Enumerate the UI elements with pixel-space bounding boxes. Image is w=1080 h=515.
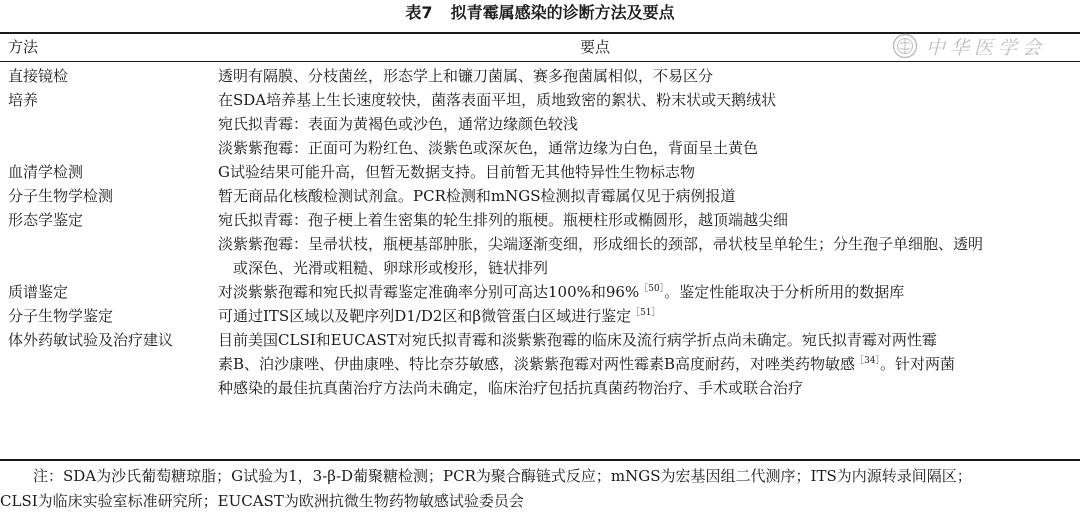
points-text-after: 。针对两菌 bbox=[880, 355, 956, 373]
table-title bbox=[0, 2, 1080, 24]
points-text: 透明有隔膜、分枝菌丝，形态学上和镰刀菌属、赛多孢菌属相似，不易区分 bbox=[218, 67, 714, 85]
method-cell: 形态学鉴定 bbox=[8, 211, 84, 229]
points-cell bbox=[218, 64, 1080, 88]
points-text: 素B、泊沙康唑、伊曲康唑、特比奈芬敏感，淡紫紫孢霉对两性霉素B高度耐药，对唑类药物敏感 bbox=[218, 355, 856, 373]
table-number: 表7 bbox=[405, 3, 433, 22]
method-cell: 直接镜检 bbox=[8, 67, 69, 85]
method-cell: 体外药敏试验及治疗建议 bbox=[8, 331, 174, 349]
points-cell bbox=[218, 304, 1080, 328]
method-cell: 质谱鉴定 bbox=[8, 283, 69, 301]
method-cell: 培养 bbox=[8, 91, 39, 109]
points-cell bbox=[218, 160, 1080, 184]
points-cell bbox=[218, 184, 1080, 208]
citation-ref: ［50］ bbox=[639, 284, 665, 294]
points-line bbox=[218, 208, 1074, 232]
method-cell: 血清学检测 bbox=[8, 163, 84, 181]
seal-icon bbox=[892, 33, 918, 59]
points-cell bbox=[218, 328, 1080, 400]
points-text: 淡紫紫孢霉：呈帚状枝，瓶梗基部肿胀，尖端逐渐变细，形成细长的颈部，帚状枝呈单轮生；分生孢子单细胞、透明 bbox=[218, 235, 984, 253]
points-line bbox=[218, 112, 1074, 136]
note-line-2: CLSI为临床实验室标准研究所；EUCAST为欧洲抗微生物药物敏感试验委员会 bbox=[0, 492, 524, 510]
table-body bbox=[0, 64, 1080, 400]
points-line bbox=[218, 376, 1074, 400]
points-line bbox=[218, 160, 1074, 184]
citation-ref: ［34］ bbox=[855, 356, 881, 366]
table-note bbox=[0, 464, 1076, 514]
points-text: 目前美国CLSI和EUCAST对宛氏拟青霉和淡紫紫孢霉的临床及流行病学折点尚未确定。宛氏拟青霉对两性霉 bbox=[218, 331, 937, 349]
points-text: 可通过ITS区域以及靶序列D1/D2区和β微管蛋白区域进行鉴定 bbox=[218, 307, 632, 325]
citation-ref: ［51］ bbox=[631, 308, 661, 318]
points-text: G试验结果可能升高，但暂无数据支持。目前暂无其他特异性生物标志物 bbox=[218, 163, 695, 181]
watermark bbox=[892, 30, 1078, 62]
table-row bbox=[0, 208, 1080, 280]
table-row bbox=[0, 184, 1080, 208]
points-cell bbox=[218, 280, 1080, 304]
table-row bbox=[0, 280, 1080, 304]
points-cell bbox=[218, 88, 1080, 160]
points-line bbox=[218, 304, 1074, 328]
method-cell: 分子生物学检测 bbox=[8, 187, 114, 205]
table-row bbox=[0, 160, 1080, 184]
points-line bbox=[218, 64, 1074, 88]
points-text: 对淡紫紫孢霉和宛氏拟青霉鉴定准确率分别可高达100%和96% bbox=[218, 283, 640, 301]
points-text: 种感染的最佳抗真菌治疗方法尚未确定，临床治疗包括抗真菌药物治疗、手术或联合治疗 bbox=[218, 379, 804, 397]
points-cell bbox=[218, 208, 1080, 280]
points-line bbox=[218, 280, 1074, 304]
points-text: 宛氏拟青霉：孢子梗上着生密集的轮生排列的瓶梗。瓶梗柱形或椭圆形，越顶端越尖细 bbox=[218, 211, 789, 229]
bottom-rule bbox=[0, 459, 1080, 461]
points-text: 暂无商品化核酸检测试剂盒。PCR检测和mNGS检测拟青霉属仅见于病例报道 bbox=[218, 187, 736, 205]
points-line bbox=[218, 232, 1074, 256]
points-text: 在SDA培养基上生长速度较快，菌落表面平坦，质地致密的絮状、粉末状或天鹅绒状 bbox=[218, 91, 777, 109]
table-row bbox=[0, 304, 1080, 328]
points-line bbox=[218, 136, 1074, 160]
method-cell: 分子生物学鉴定 bbox=[8, 307, 114, 325]
points-line bbox=[218, 88, 1074, 112]
note-line-1: 注：SDA为沙氏葡萄糖琼脂；G试验为1，3-β-D葡聚糖检测；PCR为聚合酶链式反应；mNGS为宏基因组二代测序；ITS为内源转录间隔区； bbox=[33, 467, 972, 485]
points-text: 宛氏拟青霉：表面为黄褐色或沙色，通常边缘颜色较浅 bbox=[218, 115, 579, 133]
watermark-text: 中华医学会 bbox=[926, 36, 1047, 59]
points-line bbox=[218, 328, 1074, 352]
points-text: 或深色、光滑或粗糙、卵球形或梭形，链状排列 bbox=[233, 259, 549, 277]
table-row bbox=[0, 88, 1080, 160]
points-text-after: 。鉴定性能取决于分析所用的数据库 bbox=[664, 283, 905, 301]
points-line bbox=[218, 256, 1074, 280]
table-caption: 拟青霉属感染的诊断方法及要点 bbox=[450, 3, 675, 22]
header-rule bbox=[0, 61, 1080, 62]
points-line bbox=[218, 184, 1074, 208]
header-method: 方法 bbox=[8, 38, 39, 56]
table-row bbox=[0, 328, 1080, 400]
points-line bbox=[218, 352, 1074, 376]
header-points: 要点 bbox=[580, 38, 611, 56]
table-row bbox=[0, 64, 1080, 88]
points-text: 淡紫紫孢霉：正面可为粉红色、淡紫色或深灰色，通常边缘为白色，背面呈土黄色 bbox=[218, 139, 759, 157]
